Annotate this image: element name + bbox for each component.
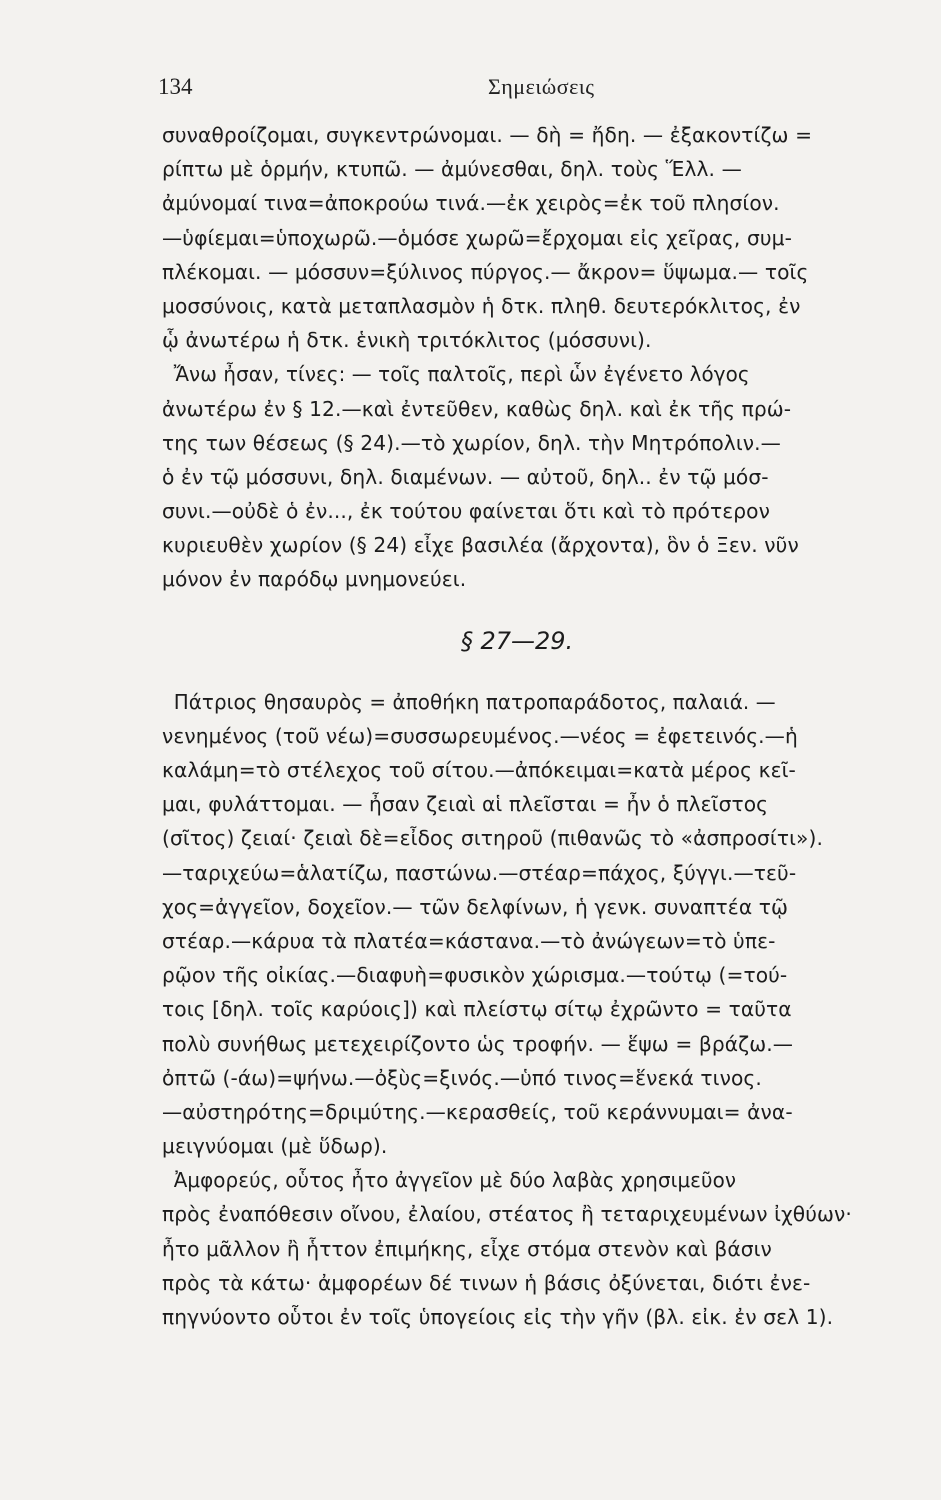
text-line: ὁ ἐν τῷ μόσσυνι, δηλ. διαμένων. — αὐτοῦ, δηλ.. ἐν τῷ μόσ- [162,464,769,489]
text-line: στέαρ.—κάρυα τὰ πλατέα=κάστανα.—τὸ ἀνώγεων=τὸ ὑπε- [162,928,776,953]
text-line: συναθροίζομαι, συγκεντρώνομαι. — δὴ = ἤδη. — ἐξακοντίζω = [162,123,813,147]
text-line: (σῖτος) ζειαί· ζειαὶ δὲ=εἶδος σιτηροῦ (πιθανῶς τὸ «ἀσπροσίτι»). [162,826,823,851]
text-line: νενημένος (τοῦ νέω)=συσσωρευμένος.—νέος = ἐφετεινός.—ἡ [162,723,798,748]
text-line: Πάτριος θησαυρὸς = ἀποθήκη πατροπαράδοτος, παλαιά. — [173,689,776,714]
text-line: τοις [δηλ. τοῖς καρύοις]) καὶ πλείστῳ σίτῳ ἐχρῶντο = ταῦτα [162,997,792,1022]
text-line: πρὸς ἐναπόθεσιν οἴνου, ἐλαίου, στέατος ἢ τεταριχευμένων ἰχθύων· [162,1202,852,1227]
text-line: —αὐστηρότης=δριμύτης.—κερασθείς, τοῦ κεράννυμαι= ἀνα- [162,1099,793,1124]
text-line: Ἄνω ἦσαν, τίνες: — τοῖς παλτοῖς, περὶ ὧν ἐγένετο λόγος [173,362,750,387]
notes-body [162,118,940,1334]
text-line: πηγνύοντο οὗτοι ἐν τοῖς ὑπογείοις εἰς τὴν γῆν (βλ. εἰκ. ἐν σελ 1). [162,1305,834,1329]
text-line: χος=ἀγγεῖον, δοχεῖον.— τῶν δελφίνων, ἡ γενκ. συναπτέα τῷ [162,894,789,919]
text-line: μόνον ἐν παρόδῳ μνημονεύει. [162,567,467,592]
text-line: πλέκομαι. — μόσσυν=ξύλινος πύργος.— ἄκρον= ὕψωμα.— τοῖς [162,259,809,284]
text-line: της των θέσεως (§ 24).—τὸ χωρίον, δηλ. τὴν Μητρόπολιν.— [162,430,781,455]
text-line: ἦτο μᾶλλον ἢ ἧττον ἐπιμήκης, εἶχε στόμα στενὸν καὶ βάσιν [162,1236,772,1261]
text-line: ἀμύνομαί τινα=ἀποκρούω τινά.—ἐκ χειρὸς=ἐκ τοῦ πλησίον. [162,191,780,216]
text-line: ρίπτω μὲ ὁρμήν, κτυπῶ. — ἀμύνεσθαι, δηλ. τοὺς Ἕλλ. — [162,157,742,182]
text-line: πολὺ συνήθως μετεχειρίζοντο ὡς τροφήν. — ἕψω = βράζω.— [162,1031,794,1056]
text-line: συνι.—οὐδὲ ὁ ἐν..., ἐκ τούτου φαίνεται ὅτι καὶ τὸ πρότερον [162,499,770,524]
text-line: Ἀμφορεύς, οὗτος ἦτο ἀγγεῖον μὲ δύο λαβὰς χρησιμεῦον [173,1168,737,1193]
text-line: —ταριχεύω=ἁλατίζω, παστώνω.—στέαρ=πάχος, ξύγγι.—τεῦ- [162,860,797,885]
text-line: κυριευθὲν χωρίον (§ 24) εἶχε βασιλέα (ἄρχοντα), ὃν ὁ Ξεν. νῦν [162,533,799,558]
section-heading: § 27—29. [460,626,574,655]
text-line: καλάμη=τὸ στέλεχος τοῦ σίτου.—ἀπόκειμαι=κατὰ μέρος κεῖ- [162,758,796,782]
text-line: πρὸς τὰ κάτω· ἀμφορέων δέ τινων ἡ βάσις ὀξύνεται, διότι ἐνε- [162,1270,811,1295]
text-line: —ὑφίεμαι=ὑποχωρῶ.—ὁμόσε χωρῶ=ἔρχομαι εἰς χεῖρας, συμ- [162,225,792,250]
text-line: μοσσύνοις, κατὰ μεταπλασμὸν ἡ δτκ. πληθ. δευτερόκλιτος, ἐν [162,293,801,318]
header-title: Σημειώσεις [488,74,595,99]
page-number: 134 [158,74,193,99]
text-line: ᾧ ἀνωτέρω ἡ δτκ. ἑνικὴ τριτόκλιτος (μόσσυνι). [162,328,652,353]
running-header [158,74,858,108]
text-line: ἀνωτέρω ἐν § 12.—καὶ ἐντεῦθεν, καθὼς δηλ. καὶ ἐκ τῆς πρώ- [162,396,792,421]
text-line: μειγνύομαι (μὲ ὕδωρ). [162,1134,388,1159]
text-line: ὀπτῶ (-άω)=ψήνω.—ὀξὺς=ξινός.—ὑπό τινος=ἕνεκά τινος. [162,1065,762,1090]
text-line: ρῷον τῆς οἰκίας.—διαφυὴ=φυσικὸν χώρισμα.—τούτῳ (=τού- [162,963,788,988]
text-line: μαι, φυλάττομαι. — ἦσαν ζειαὶ αἱ πλεῖσται = ἦν ὁ πλεῖστος [162,792,769,817]
